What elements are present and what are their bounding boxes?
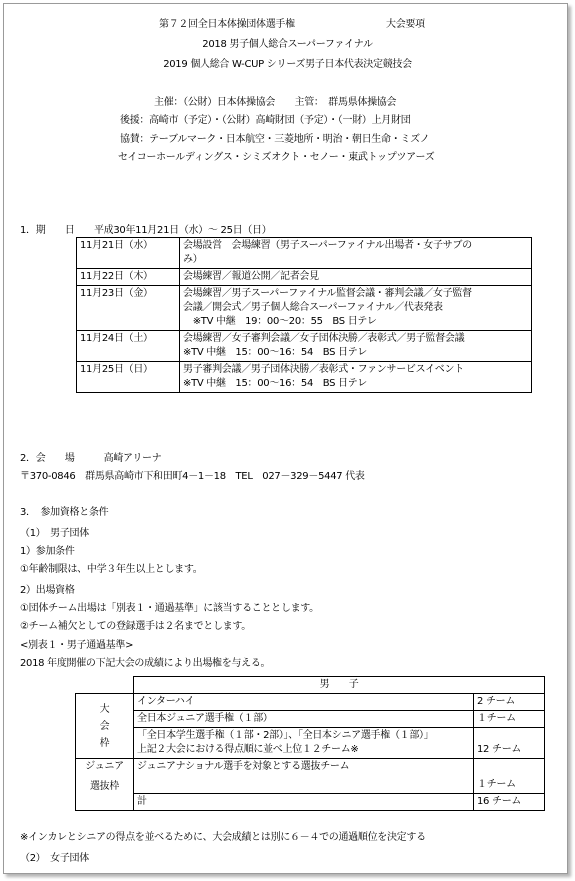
section3-heading: 3． 参加資格と条件 (20, 507, 109, 518)
condition-1: ①年齢制限は、中学３年生以上とします。 (20, 564, 203, 575)
schedule-events (180, 286, 532, 331)
schedule-row (77, 269, 532, 286)
organizer-support: 後援：高崎市（予定）・（公財）高崎財団（予定）・（一財）上月財団 (120, 115, 411, 126)
group1-event-3-line2: 上記２大会における得点順に並べ上位１２チーム※ (137, 744, 359, 755)
schedule-date: 11月22日（木） (77, 269, 180, 286)
group2-label-line2: 選抜枠 (89, 781, 120, 792)
schedule-event-line: 会場練習／男子スーパーファイナル監督会議・審判会議／女子監督 (183, 288, 472, 299)
schedule-row (77, 286, 532, 331)
qualification-2: ②チーム補欠としての登録選手は２名までとします。 (20, 621, 251, 632)
table-title: <別表１・男子通過基準> (20, 640, 134, 651)
condition-title: 1）参加条件 (20, 546, 75, 557)
schedule-events (180, 331, 532, 362)
qualification-title: 2）出場資格 (20, 585, 75, 596)
schedule-date: 11月24日（土） (77, 331, 180, 362)
total-count: 16 チーム (474, 794, 545, 811)
schedule-row (77, 362, 532, 393)
group1-count-3: 12 チーム (474, 728, 545, 759)
qualification-1: ①団体チーム出場は「別表１・通過基準」に該当することとします。 (20, 603, 319, 614)
venue-address: 〒370-0846 群馬県高崎市下和田町4－1－18 TEL 027－329－5447 代表 (20, 471, 365, 482)
group1-event-1: インターハイ (134, 694, 474, 711)
total-label: 計 (134, 794, 474, 811)
group1-label-char: 会 (99, 720, 110, 732)
group1-label-char: 大 (99, 703, 110, 715)
schedule-event-line: 会議／開会式／男子個人総合スーパーファイナル／代表発表 (183, 302, 443, 313)
quota-corner (76, 677, 134, 694)
schedule-event-line: 会場練習／報道公開／記者会見 (183, 271, 319, 282)
quota-table (75, 676, 545, 811)
title-suffix: 大会要項 (386, 19, 425, 30)
section3-sub1: （1） 男子団体 (20, 528, 89, 539)
quota-header: 男 子 (134, 677, 545, 694)
group1-count-1: 2 チーム (474, 694, 545, 711)
organizer-cooperation: 協賛：テーブルマーク・日本航空・三菱地所・明治・朝日生命・ミズノ (120, 134, 430, 145)
schedule-row (77, 238, 532, 269)
section3-sub2: （2） 女子団体 (20, 853, 89, 864)
title-line2: 2018 男子個人総合スーパーファイナル (202, 39, 373, 50)
group1-count-2: １チーム (474, 711, 545, 728)
table-note: ※インカレとシニアの得点を並べるために、大会成績とは別に６－４での通過順位を決定する (20, 832, 426, 843)
organizer-cooperation-2: セイコーホールディングス・シミズオクト・セノー・東武トップツアーズ (118, 152, 435, 163)
schedule-table (76, 237, 532, 393)
group2-count: １チーム (474, 759, 545, 794)
group1-event-2: 全日本ジュニア選手権（１部） (134, 711, 474, 728)
schedule-event-line: ※TV 中継 19：00～20：55 BS 日テレ (183, 316, 377, 327)
group1-label (76, 694, 134, 759)
schedule-event-line: ※TV 中継 15：00～16：54 BS 日テレ (183, 378, 367, 389)
schedule-event-line: 男子審判会議／男子団体決勝／表彰式・ファンサービスイベント (183, 364, 464, 375)
schedule-date: 11月25日（日） (77, 362, 180, 393)
group1-event-3 (134, 728, 474, 759)
schedule-date: 11月23日（金） (77, 286, 180, 331)
schedule-event-line: ※TV 中継 15：00～16：54 BS 日テレ (183, 347, 367, 358)
schedule-date: 11月21日（水） (77, 238, 180, 269)
group2-label (76, 759, 134, 811)
schedule-events (180, 362, 532, 393)
title-line3: 2019 個人総合 W-CUP シリーズ男子日本代表決定競技会 (163, 59, 412, 70)
group2-label-line1: ジュニア (85, 761, 124, 772)
group1-event-3-line1: 「全日本学生選手権（１部・2部）」、「全日本シニア選手権（１部）」 (137, 730, 434, 741)
group1-label-char: 枠 (99, 737, 110, 749)
section2-heading: 2．会 場 高崎アリーナ (20, 453, 162, 464)
title-line1: 第７２回全日本体操団体選手権 (159, 19, 295, 30)
table-intro: 2018 年度開催の下記大会の成績により出場権を与える。 (20, 658, 271, 669)
section1-heading: 1．期 日 平成30年11月21日（水）～ 25日（日） (20, 225, 272, 236)
schedule-event-line: 会場設営 会場練習（男子スーパーファイナル出場者・女子サブの (183, 240, 472, 251)
group2-event: ジュニアナショナル選手を対象とする選抜チーム (134, 759, 474, 794)
schedule-events (180, 269, 532, 286)
schedule-event-line: 会場練習／女子審判会議／女子団体決勝／表彰式／男子監督会議 (183, 333, 465, 344)
schedule-events (180, 238, 532, 269)
organizer-host: 主催：（公財）日本体操協会 主管： 群馬県体操協会 (154, 97, 397, 108)
schedule-row (77, 331, 532, 362)
schedule-event-line: み） (183, 254, 203, 265)
